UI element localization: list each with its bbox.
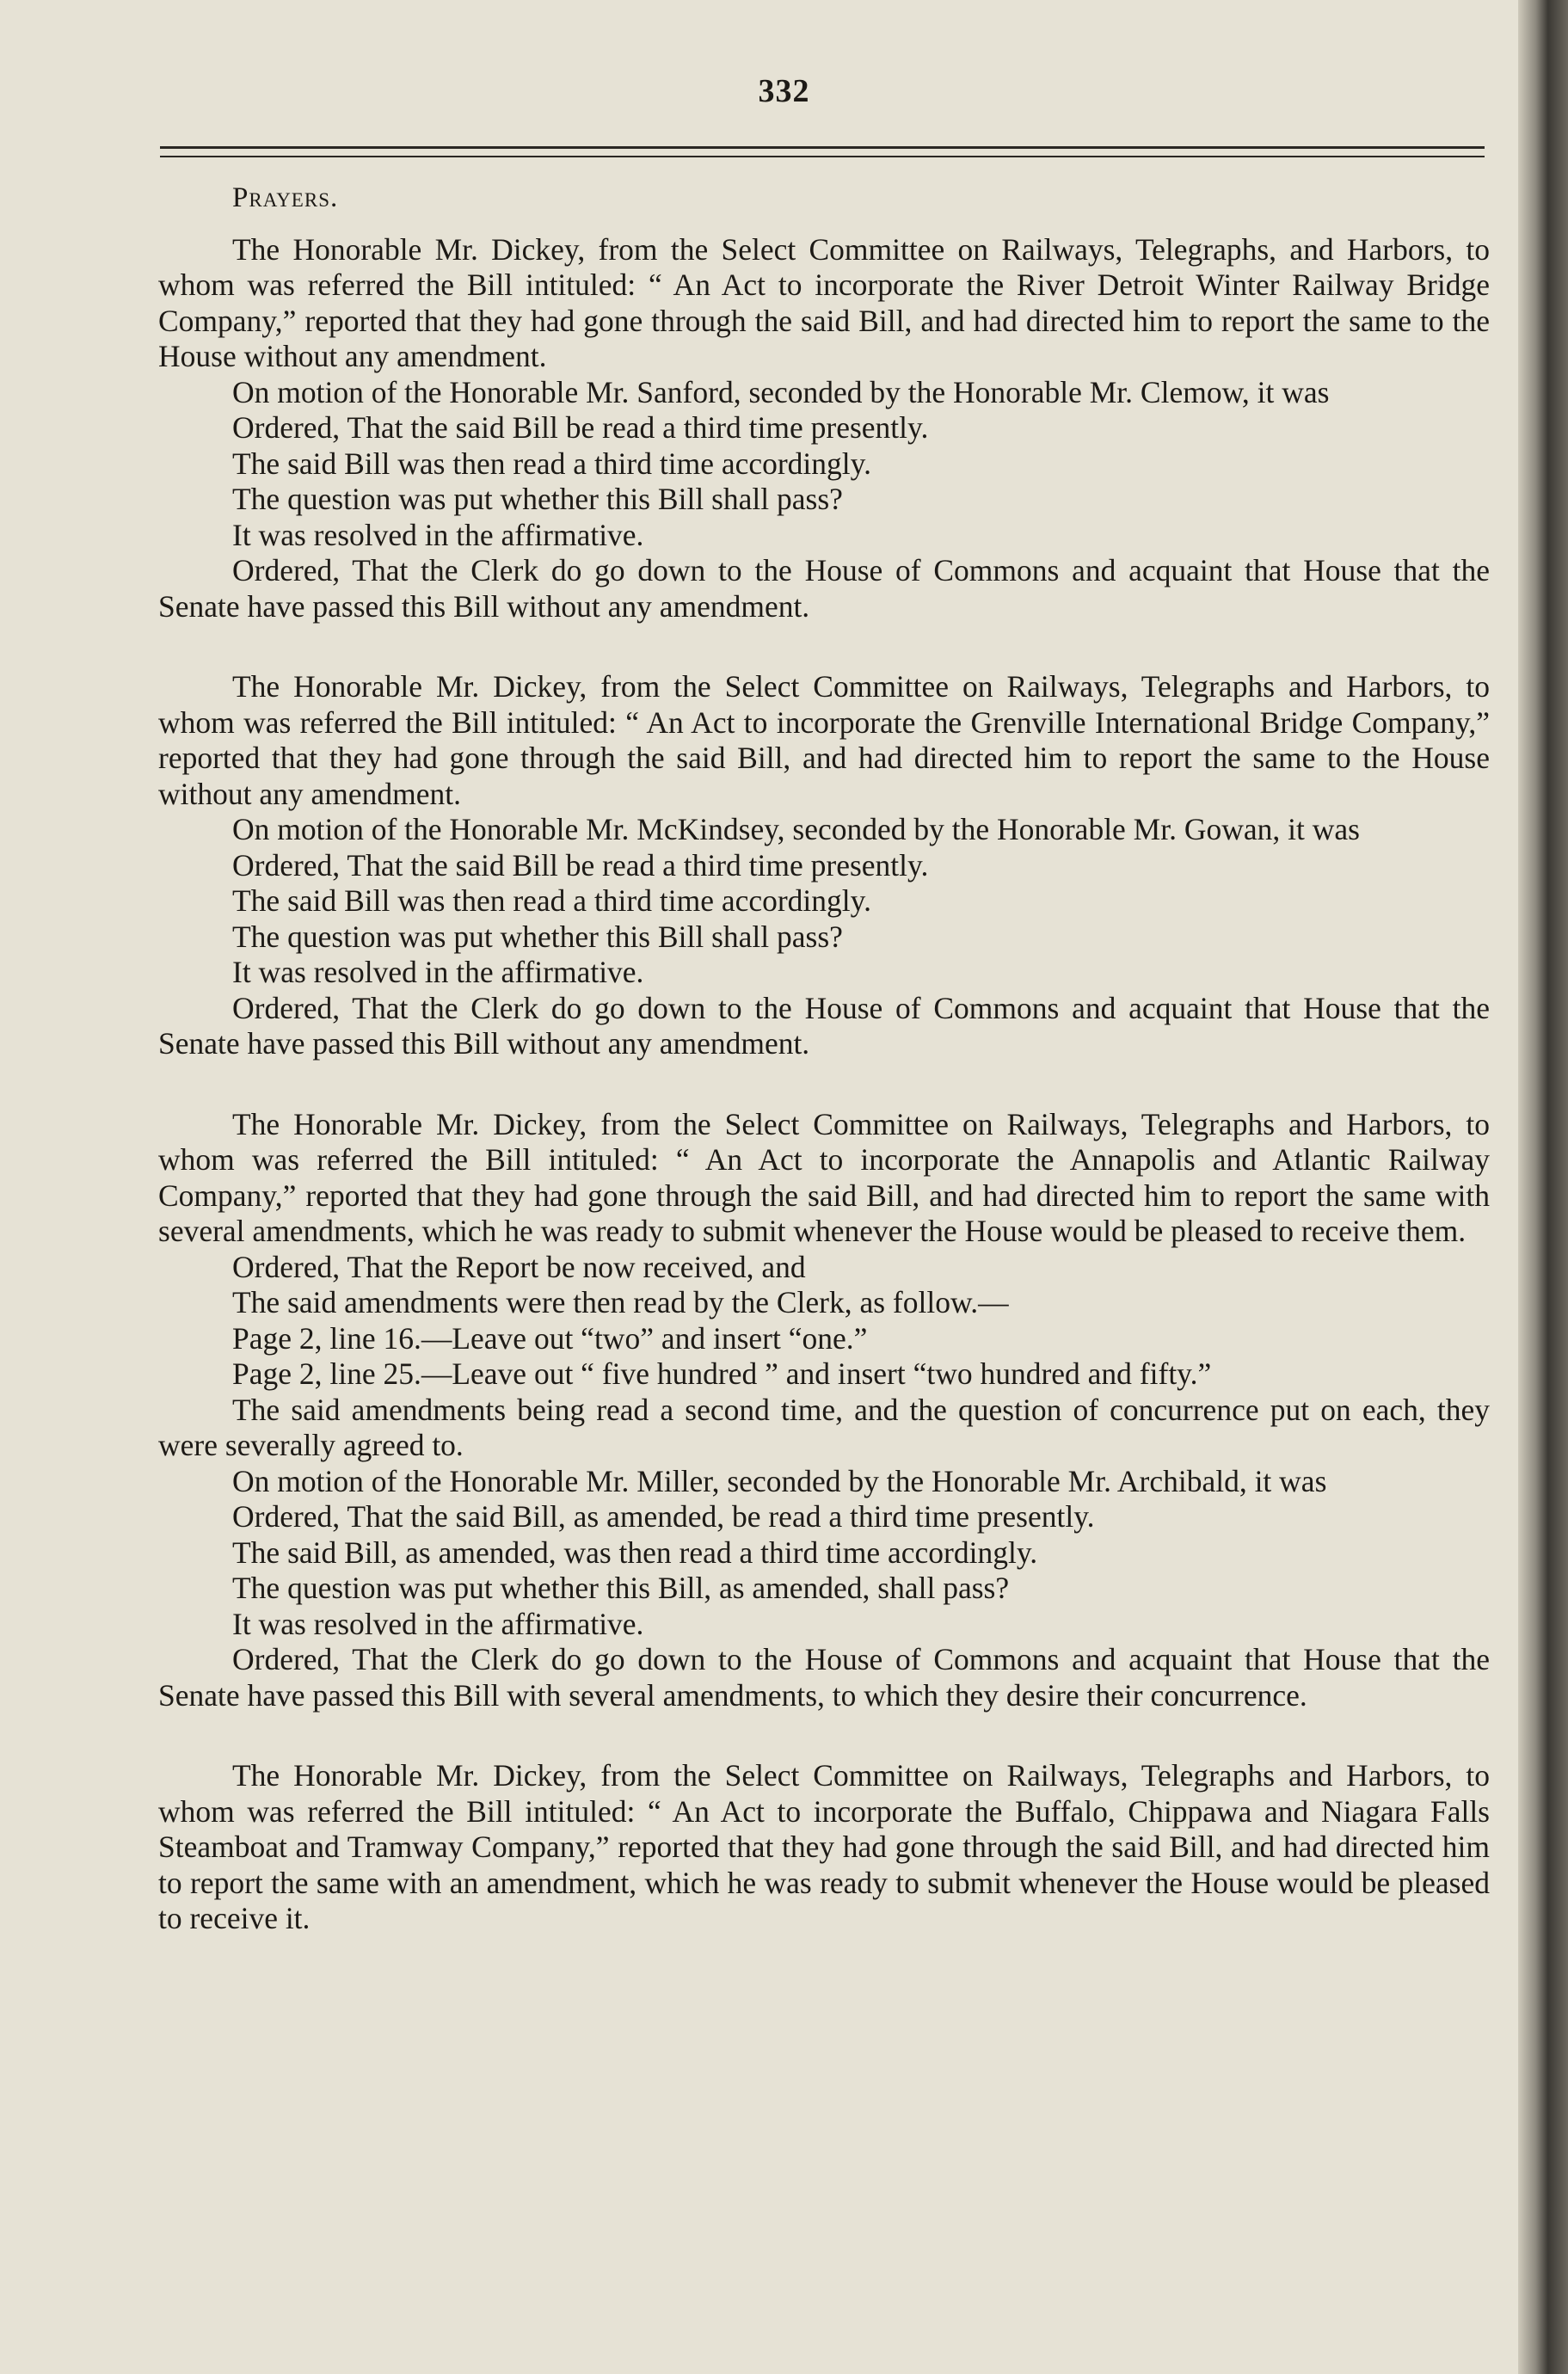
entry-river-detroit xyxy=(158,232,1490,625)
concurrence: The said amendments being read a second time, and the question of concurrence put on each, they were severally agreed to. xyxy=(158,1392,1490,1462)
closing-order: Ordered, That the Clerk do go down to the House of Commons and acquaint that House that the Senate have passed this Bill without any amendment. xyxy=(158,990,1490,1061)
order-line: Ordered, That the Report be now received, and xyxy=(232,1249,806,1284)
committee-report: The Honorable Mr. Dickey, from the Select Committee on Railways, Telegraphs and Harbors, to whom was referred the Bill intituled: “ An Act to incorporate the Buffalo, Chippawa and Niagara Falls Steamboat and Tramway Company,” reported that they had gone through the said Bill, and had directed him to report the same with an amendment, which he was ready to submit whenever the House would be pleased to receive it. xyxy=(158,1758,1490,1935)
order-line: The said Bill was then read a third time accordingly. xyxy=(232,446,871,481)
order-line: Ordered, That the said Bill, as amended, be read a third time presently. xyxy=(232,1499,1095,1534)
order-line: It was resolved in the affirmative. xyxy=(232,1606,644,1641)
committee-report: The Honorable Mr. Dickey, from the Select Committee on Railways, Telegraphs and Harbors, to whom was referred the Bill intituled: “ An Act to incorporate the Annapolis and Atlantic Railway Company,” reported that they had gone through the said Bill, and had directed him to report the same with several amendments, which he was ready to submit whenever the House would be pleased to receive them. xyxy=(158,1106,1490,1248)
entry-annapolis xyxy=(158,1107,1490,1714)
closing-order: Ordered, That the Clerk do go down to the House of Commons and acquaint that House that the Senate have passed this Bill with several amendments, to which they desire their concurrence. xyxy=(158,1642,1490,1713)
motion: On motion of the Honorable Mr. McKindsey, seconded by the Honorable Mr. Gowan, it was xyxy=(232,812,1360,846)
journal-body xyxy=(158,181,1490,1982)
book-gutter xyxy=(1518,0,1568,2374)
section-heading: Prayers. xyxy=(232,182,339,213)
order-line: The said Bill was then read a third time accordingly. xyxy=(232,883,871,918)
committee-report: The Honorable Mr. Dickey, from the Select Committee on Railways, Telegraphs and Harbors, to whom was referred the Bill intituled: “ An Act to incorporate the Grenville International Bridge Company,” reported that they had gone through the said Bill, and had directed him to report the same to the House without any amendment. xyxy=(158,669,1490,811)
order-line: The question was put whether this Bill shall pass? xyxy=(232,919,843,954)
header-rule xyxy=(160,146,1485,157)
order-line: The said amendments were then read by the Clerk, as follow.— xyxy=(232,1285,1009,1319)
committee-report: The Honorable Mr. Dickey, from the Select Committee on Railways, Telegraphs, and Harbors, to whom was referred the Bill intituled: “ An Act to incorporate the River Detroit Winter Railway Bridge Company,” reported that they had gone through the said Bill, and had directed him to report the same to the House without any amendment. xyxy=(158,231,1490,373)
order-line: The question was put whether this Bill shall pass? xyxy=(232,482,843,516)
amendment-line: Page 2, line 25.—Leave out “ five hundred ” and insert “two hundred and fifty.” xyxy=(232,1356,1212,1391)
amendment-line: Page 2, line 16.—Leave out “two” and insert “one.” xyxy=(232,1320,868,1356)
entry-buffalo-chippawa xyxy=(158,1758,1490,1937)
motion: On motion of the Honorable Mr. Miller, seconded by the Honorable Mr. Archibald, it was xyxy=(232,1463,1327,1498)
order-line: It was resolved in the affirmative. xyxy=(232,955,644,989)
order-line: Ordered, That the said Bill be read a third time presently. xyxy=(232,410,929,445)
entry-grenville xyxy=(158,669,1490,1062)
order-line: Ordered, That the said Bill be read a third time presently. xyxy=(232,847,929,883)
order-line: The said Bill, as amended, was then read a third time accordingly. xyxy=(232,1534,1038,1570)
order-line: The question was put whether this Bill, as amended, shall pass? xyxy=(232,1571,1010,1605)
closing-order: Ordered, That the Clerk do go down to the House of Commons and acquaint that House that the Senate have passed this Bill without any amendment. xyxy=(158,553,1490,624)
order-line: It was resolved in the affirmative. xyxy=(232,517,644,552)
page-number: 332 xyxy=(758,73,810,109)
motion: On motion of the Honorable Mr. Sanford, seconded by the Honorable Mr. Clemow, it was xyxy=(232,374,1330,409)
